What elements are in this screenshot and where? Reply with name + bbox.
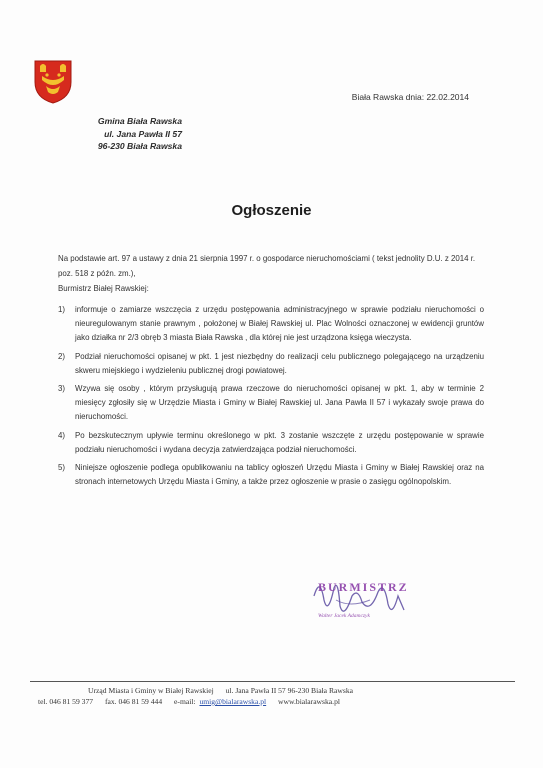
item-text: informuje o zamiarze wszczęcia z urzędu postępowania administracyjnego w sprawie podziału nieruchomości o nieuregulowanym stanie prawnym , położonej w Białej Rawskiej ul. Plac Wolności oznaczonej w ewidencji gruntów jako działka nr 2/3 obręb 3 miasta Biała Rawska , dla której nie jest urządzona księga wieczysta. <box>75 305 484 343</box>
coat-of-arms-icon <box>33 58 73 104</box>
list-item <box>58 429 484 457</box>
item-number: 4) <box>58 430 66 440</box>
item-text: Niniejsze ogłoszenie podlega opublikowaniu na tablicy ogłoszeń Urzędu Miasta i Gminy w Białej Rawskiej oraz na stronach internetowych Urzędu Miasta i Gminy, a także przez ogłoszenie w prasie o zasięgu ogólnopolskim. <box>75 463 484 487</box>
date-line: Biała Rawska dnia: 22.02.2014 <box>351 92 469 102</box>
addressee-line: Burmistrz Białej Rawskiej: <box>58 284 149 293</box>
footer-email-label: e-mail: <box>174 697 196 706</box>
announcement-items <box>58 303 484 493</box>
list-item <box>58 350 484 378</box>
footer-fax: fax. 046 81 59 444 <box>104 697 163 706</box>
handwritten-signature-icon <box>300 566 430 636</box>
sender-city: 96-230 Biała Rawska <box>97 141 182 151</box>
footer-line-1 <box>30 686 543 695</box>
footer-address: ul. Jana Pawła II 57 96-230 Biała Rawska <box>225 686 353 695</box>
list-item <box>58 382 484 425</box>
footer-tel: tel. 046 81 59 377 <box>38 697 94 706</box>
intro-paragraph: Na podstawie art. 97 a ustawy z dnia 21 sierpnia 1997 r. o gospodarce nieruchomościami ( tekst jednolity D.U. z 2014 r. poz. 518 z późn. zm.), <box>58 254 476 278</box>
footer-email-link[interactable]: umig@bialarawska.pl <box>199 697 267 706</box>
sender-address <box>82 115 182 153</box>
item-number: 3) <box>58 384 66 394</box>
item-number: 1) <box>58 305 66 314</box>
item-number: 5) <box>58 463 66 473</box>
stamp-name: Walter Jacek Adamczyk <box>318 613 370 619</box>
stamp-title: BURMISTRZ <box>318 580 409 594</box>
footer-divider <box>30 681 515 682</box>
footer-office: Urząd Miasta i Gminy w Białej Rawskiej <box>88 686 214 695</box>
item-number: 2) <box>58 351 66 361</box>
document-title: Ogłoszenie <box>231 202 312 219</box>
item-text: Wzywa się osoby , którym przysługują prawa rzeczowe do nieruchomości opisanej w pkt. 1, aby w terminie 2 miesięcy zgłosiły się w Urzędzie Miasta i Gminy w Białej Rawskiej ul. Jana Pawła II 57 i wykazały swoje prawa do nieruchomości. <box>75 384 484 422</box>
item-text: Po bezskutecznym upływie terminu określonego w pkt. 3 zostanie wszczęte z urzędu postępowanie w sprawie podziału nieruchomości i wydana decyzja zatwierdzająca podział nieruchomości. <box>75 430 484 454</box>
item-text: Podział nieruchomości opisanej w pkt. 1 jest niezbędny do realizacji celu publicznego polegającego na urządzeniu skweru miejskiego i wydzieleniu publicznej drogi powiatowej. <box>75 351 484 375</box>
signature-stamp <box>300 566 430 636</box>
list-item <box>58 461 484 489</box>
sender-street: ul. Jana Pawła II 57 <box>104 128 182 139</box>
footer-website-link[interactable]: www.bialarawska.pl <box>278 697 340 706</box>
sender-name: Gmina Biała Rawska <box>97 116 182 126</box>
footer-line-2 <box>30 697 523 706</box>
list-item <box>58 303 484 346</box>
